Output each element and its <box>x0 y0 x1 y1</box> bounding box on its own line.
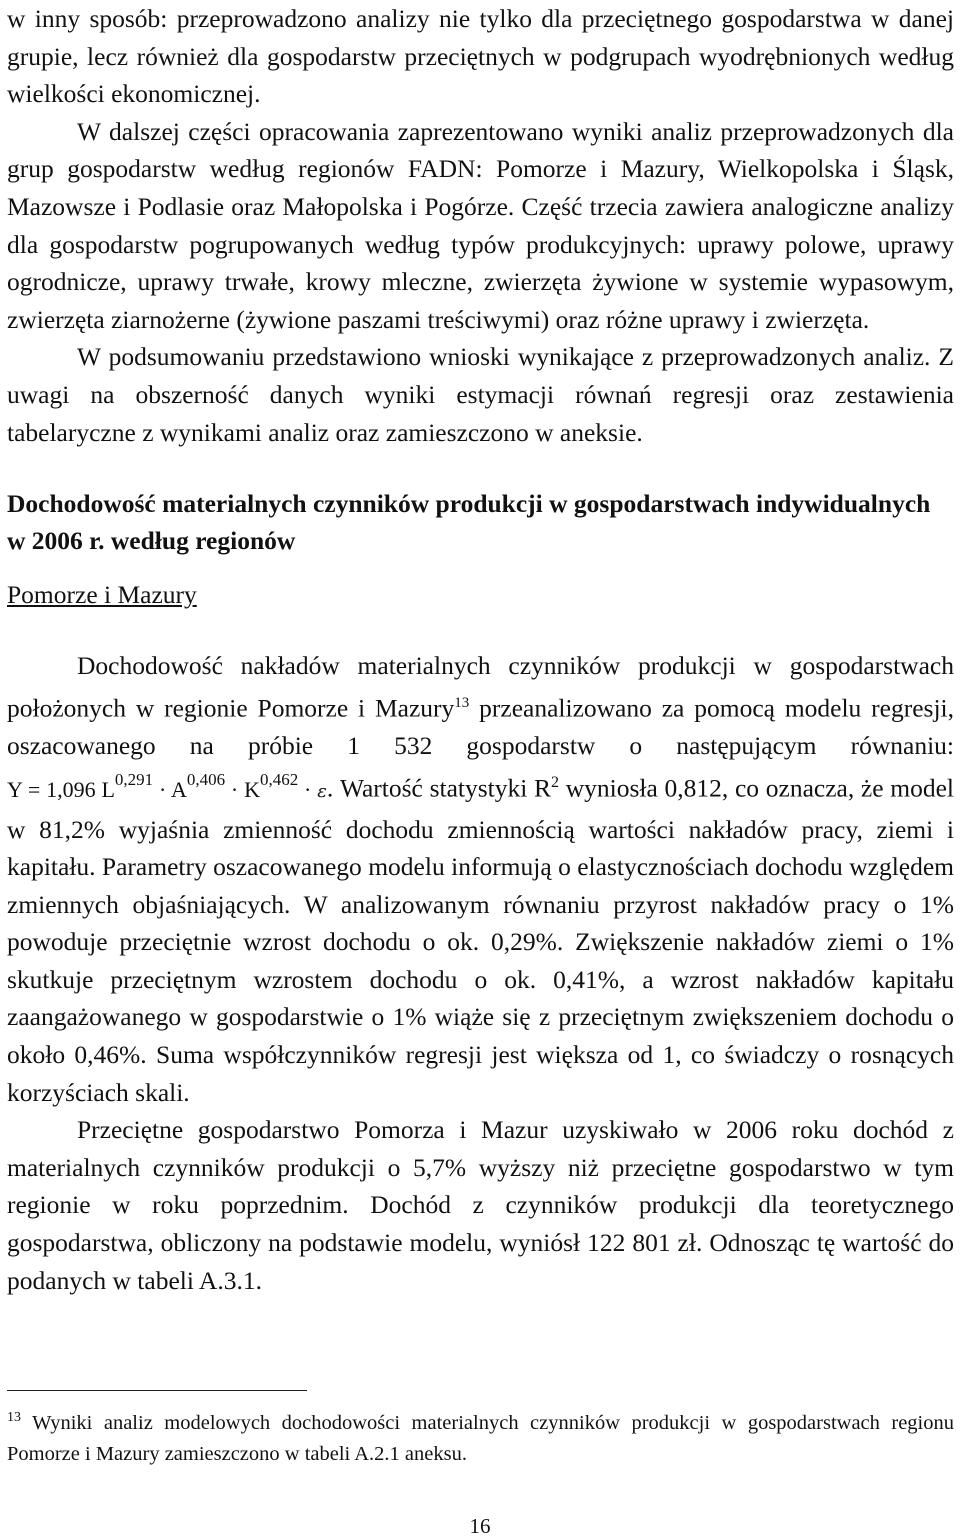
model-text-1: Dochodowość nakładów materialnych czynników produkcji w gospodarstwach położonych w regionie Pomorze i Mazury <box>7 651 954 723</box>
intro-paragraph-3: W podsumowaniu przedstawiono wnioski wynikające z przeprowadzonych analiz. Z uwagi na obszerność danych wyniki estymacji równań regresji oraz zestawienia tabelaryczne z wynikami analiz oraz zamieszczono w aneksie. <box>7 342 954 447</box>
subsection-heading: Pomorze i Mazury <box>7 580 197 610</box>
footnote-number: 13 <box>7 1410 21 1425</box>
r-squared-superscript: 2 <box>551 774 560 792</box>
equation-lhs: Y = 1,096 <box>7 776 96 802</box>
footnote-divider <box>7 1390 307 1391</box>
regression-equation: Y = 1,096 L$^{0,291}$ · A$^{0,406}$ · K$^{0,462}$ · ε <box>7 769 327 802</box>
equation-K-exponent: 0,462 <box>259 769 299 789</box>
page-number: 16 <box>469 1514 491 1538</box>
footnote-reference: 13 <box>454 694 470 711</box>
model-text-3: . Wartość statystyki R <box>326 773 552 803</box>
model-text-2: przeanalizowano za pomocą modelu regresji, oszacowanego na próbie 1 532 gospodarstw o następującym równaniu: <box>7 693 955 760</box>
final-paragraph: Przeciętne gospodarstwo Pomorza i Mazur uzyskiwało w 2006 roku dochód z materialnych czynników produkcji o 5,7% wyższy niż przeciętne gospodarstwo w tym regionie w roku poprzednim. Dochód z czynników produkcji dla teoretycznego gospodarstwa, obliczony na podstawie modelu, wyniósł 122 801 zł. Odnosząc tę wartość do podanych w tabeli A.3.1. <box>7 1115 954 1295</box>
equation-A-exponent: 0,406 <box>186 769 226 789</box>
footnote <box>7 1402 954 1470</box>
footnote-text: Wyniki analiz modelowych dochodowości materialnych czynników produkcji w gospodarstwach regionu Pomorze i Mazury zamieszczono w tabeli A.2.1 aneksu. <box>7 1411 954 1465</box>
equation-epsilon: ε <box>317 780 327 802</box>
equation-L: L <box>101 776 115 802</box>
equation-K: K <box>244 776 260 802</box>
model-text-4: wyniosła 0,812, co oznacza, że model w 81,2% wyjaśnia zmienność dochodu zmiennością wartości nakładów pracy, ziemi i kapitału. Parametry oszacowanego modelu informują o elastycznościach dochodu względem zmiennych objaśniających. W analizowanym równaniu przyrost nakładów pracy o 1% powoduje przeciętnie wzrost dochodu o ok. 0,29%. Zwiększenie nakładów ziemi o 1% skutkuje przeciętnym wzrostem dochodu o ok. 0,41%, a wzrost nakładów kapitału zaangażowanego w gospodarstwie o 1% wiąże się z przeciętnym zwiększeniem dochodu o około 0,46%. Suma współczynników regresji jest większa od 1, co świadczy o rosnących korzyściach skali. <box>7 773 954 1107</box>
intro-paragraph-1: w inny sposób: przeprowadzono analizy nie tylko dla przeciętnego gospodarstwa w danej grupie, lecz również dla gospodarstw przeciętnych w podgrupach wyodrębnionych według wielkości ekonomicznej. <box>7 4 954 109</box>
model-paragraph <box>7 647 954 1111</box>
page-body <box>7 0 954 1299</box>
intro-paragraph-2: W dalszej części opracowania zaprezentowano wyniki analiz przeprowadzonych dla grup gospodarstw według regionów FADN: Pomorze i Mazury, Wielkopolska i Śląsk, Mazowsze i Podlasie oraz Małopolska i Pogórze. Część trzecia zawiera analogiczne analizy dla gospodarstw pogrupowanych według typów produkcyjnych: uprawy polowe, uprawy ogrodnicze, uprawy trwałe, krowy mleczne, zwierzęta żywione w systemie wypasowym, zwierzęta ziarnożerne (żywione paszami treściwymi) oraz różne uprawy i zwierzęta. <box>7 116 954 334</box>
section-heading: Dochodowość materialnych czynników produkcji w gospodarstwach indywidualnych w 2006 r. według regionów <box>7 489 931 556</box>
equation-A: A <box>170 776 187 802</box>
equation-L-exponent: 0,291 <box>114 769 154 789</box>
